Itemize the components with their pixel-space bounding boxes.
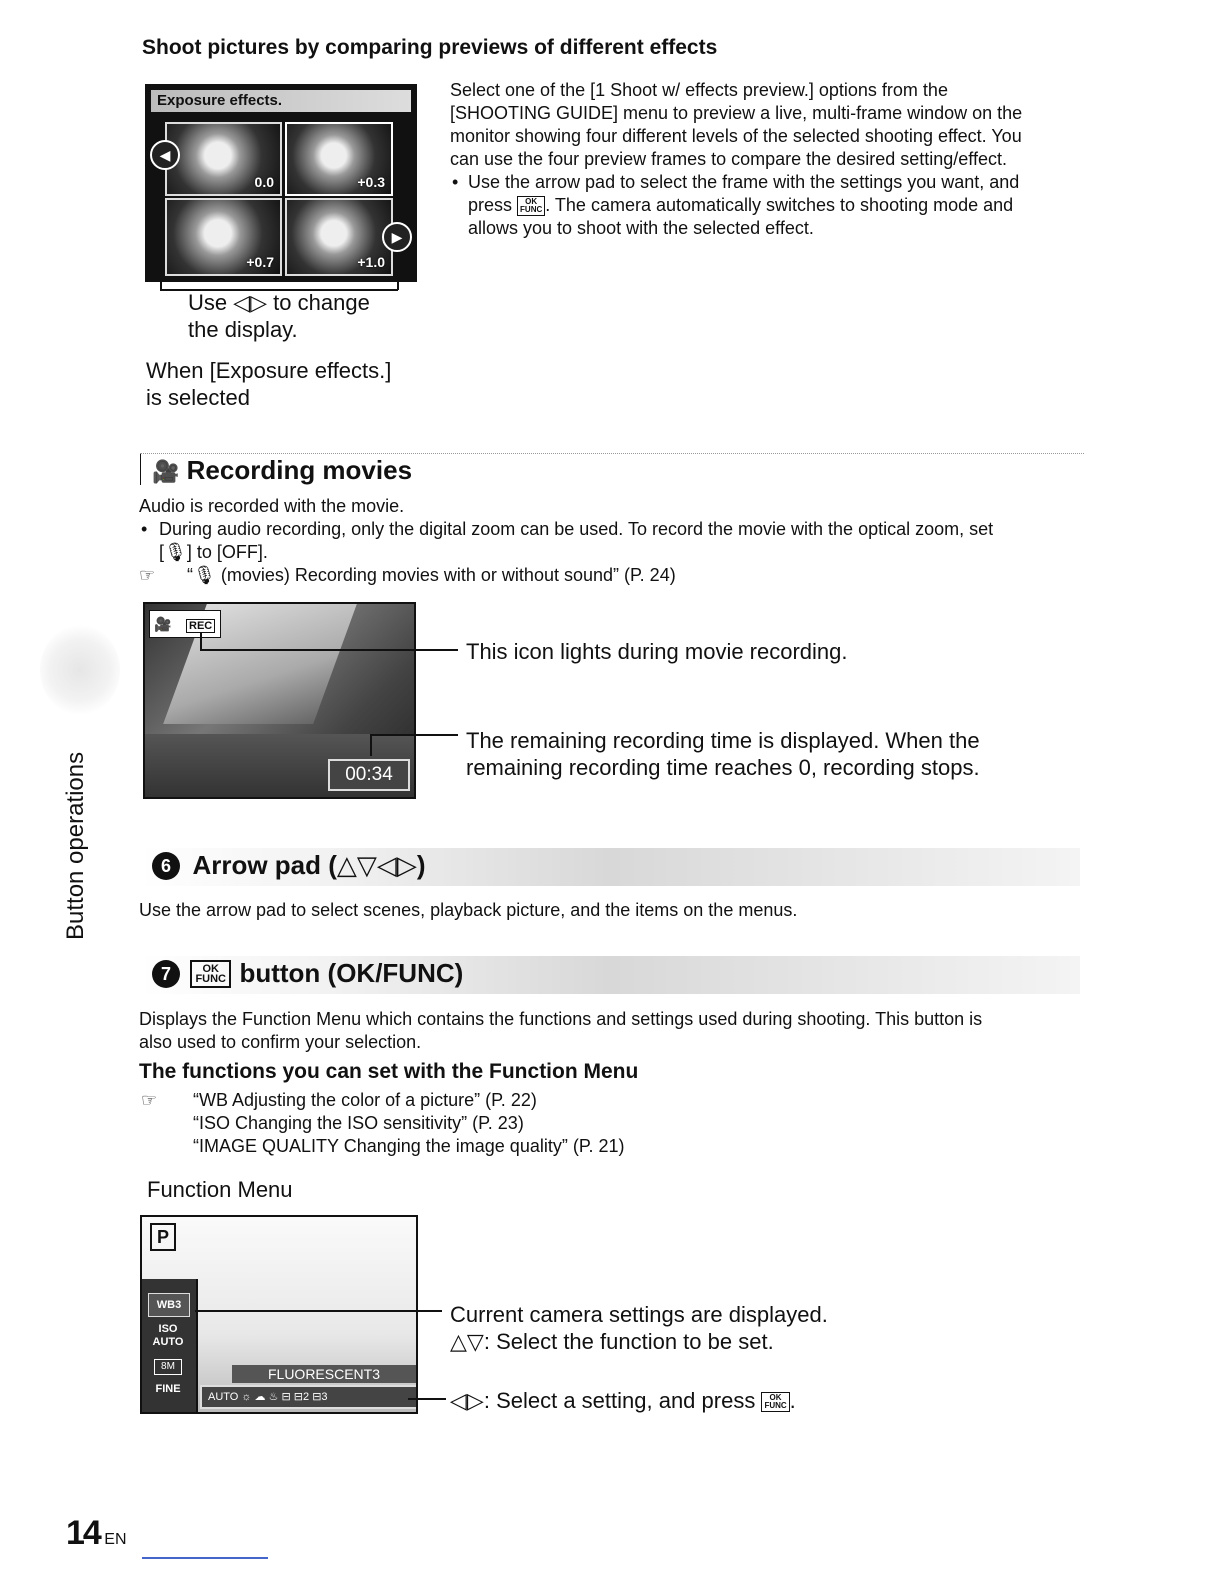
movies-bullet	[139, 518, 1089, 564]
bullet-line-2	[468, 194, 1090, 217]
function-size-icon[interactable]: 8M	[154, 1359, 182, 1375]
movie-screen	[143, 602, 416, 799]
ok-func-text	[139, 1008, 1089, 1054]
number-6-icon: 6	[152, 852, 180, 880]
movies-ref-text[interactable]: “🎙 (movies) Recording movies with or without sound” (P. 24)	[187, 565, 676, 585]
ok-label: OK	[525, 197, 538, 207]
callout-line-2-vertical	[370, 734, 372, 756]
settings-callout	[450, 1301, 828, 1355]
para-line-3: monitor showing four different levels of the selected shooting effect. You	[450, 126, 1022, 146]
callout-line-2	[370, 734, 458, 736]
ok-func-icon	[761, 1392, 789, 1412]
reference-icon: ☞	[139, 565, 156, 585]
ref-iso[interactable]: “ISO Changing the ISO sensitivity” (P. 23)	[193, 1113, 524, 1133]
screen-title-bar	[151, 90, 411, 112]
func-label: FUNC	[520, 205, 543, 215]
movies-bullet-line-2: [🎙] to [OFF].	[159, 542, 268, 562]
callout-line-1	[200, 649, 458, 651]
preview-frame-1[interactable]	[165, 122, 282, 196]
movies-ref	[139, 564, 1089, 587]
ref-image-quality[interactable]: “IMAGE QUALITY Changing the image quality” (P. 21)	[193, 1136, 625, 1156]
settings-callout-line-1: Current camera settings are displayed.	[450, 1302, 828, 1327]
callout-line-1-vertical	[200, 632, 202, 650]
bullet-dot: •	[452, 172, 459, 192]
footer-rule	[142, 1557, 268, 1559]
number-7-icon: 7	[152, 960, 180, 988]
fm-callout-line-1	[195, 1310, 442, 1312]
function-menu-subheading: The functions you can set with the Function Menu	[139, 1060, 639, 1083]
ok-func-icon	[517, 196, 545, 216]
change-display-caption	[188, 289, 370, 343]
movies-text	[139, 495, 1089, 587]
para-line-1: Select one of the [1 Shoot w/ effects preview.] options from the	[450, 80, 948, 100]
ok-func-heading-icon	[190, 960, 231, 988]
frame-value-1: 0.0	[254, 174, 274, 190]
func-label: FUNC	[195, 972, 227, 985]
rec-indicator: REC	[186, 619, 215, 633]
frame-value-2: +0.3	[357, 174, 385, 190]
wb-setting-label: FLUORESCENT3	[232, 1365, 416, 1383]
bullet-dot: •	[141, 519, 148, 539]
preview-frame-4[interactable]	[285, 198, 393, 276]
movies-heading: Recording movies	[186, 455, 413, 485]
screen-title: Exposure effects.	[157, 92, 283, 109]
caption-line-1: Use ◁▷ to change	[188, 290, 370, 315]
ref-wb[interactable]: “WB Adjusting the color of a picture” (P. 22)	[193, 1090, 537, 1110]
select-setting-callout	[450, 1387, 796, 1414]
callout2-line-2: remaining recording time reaches 0, recording stops.	[466, 755, 980, 780]
effects-description	[450, 79, 1090, 240]
wb-options-strip[interactable]: AUTO ☼ ☁ ♨ ⊟ ⊟2 ⊟3	[200, 1385, 418, 1409]
arrow-pad-heading: Arrow pad (△▽◁▷)	[192, 850, 426, 880]
select-setting-end: .	[789, 1388, 796, 1413]
callout2-line-1: The remaining recording time is displayed. When the	[466, 728, 980, 753]
function-quality-icon[interactable]: FINE	[155, 1383, 181, 1395]
effects-preview-screen	[145, 84, 417, 282]
bullet-press: press	[468, 195, 518, 215]
para-line-4: can use the four preview frames to compare the desired setting/effect.	[450, 149, 1007, 169]
movies-rule-top	[140, 453, 1084, 454]
bracket-right	[397, 262, 399, 290]
caption-line-2: the display.	[188, 317, 298, 342]
bullet-after: . The camera automatically switches to shooting mode and	[545, 195, 1014, 215]
function-menu-label: Function Menu	[147, 1177, 293, 1202]
when-line-2: is selected	[146, 385, 250, 410]
page-number: 14	[66, 1514, 100, 1552]
preview-frame-2[interactable]	[285, 122, 393, 196]
side-tab-label: Button operations	[62, 751, 89, 940]
side-tab-marker	[40, 625, 120, 715]
ok-func-heading-row	[152, 958, 463, 989]
function-refs	[139, 1089, 625, 1158]
mode-p-icon: P	[150, 1223, 176, 1251]
ok-func-heading: button (OK/FUNC)	[239, 958, 464, 988]
frame-value-3: +0.7	[246, 254, 274, 270]
movie-rec-icon	[149, 610, 221, 638]
fm-callout-line-2	[408, 1398, 446, 1400]
ok-label: OK	[769, 1393, 782, 1403]
nav-left-icon[interactable]: ◀	[150, 140, 180, 170]
preview-frame-3[interactable]	[165, 198, 282, 276]
frame-value-4: +1.0	[357, 254, 385, 270]
ok-label: OK	[202, 962, 219, 975]
settings-callout-line-2: △▽: Select the function to be set.	[450, 1329, 774, 1354]
movies-intro: Audio is recorded with the movie.	[139, 496, 405, 516]
func-label: FUNC	[764, 1401, 787, 1411]
bullet-line-3: allows you to shoot with the selected effect.	[468, 218, 814, 238]
reference-icon: ☞	[141, 1090, 158, 1110]
page-lang: EN	[104, 1531, 127, 1548]
effects-bullet	[450, 171, 1090, 240]
page-footer	[66, 1514, 127, 1553]
movie-mode-icon: 🎥	[154, 616, 172, 632]
function-iso-icon[interactable]: ISO AUTO	[152, 1323, 184, 1348]
arrow-pad-text: Use the arrow pad to select scenes, playback picture, and the items on the menus.	[139, 900, 798, 920]
para-line-2: [SHOOTING GUIDE] menu to preview a live, multi-frame window on the	[450, 103, 1023, 123]
rec-icon-callout: This icon lights during movie recording.	[466, 639, 848, 664]
movies-rule-left	[140, 453, 141, 485]
remaining-time-callout	[466, 727, 980, 781]
ok-text-line-2: also used to confirm your selection.	[139, 1032, 422, 1052]
arrow-pad-heading-row	[152, 850, 426, 881]
when-line-1: When [Exposure effects.]	[146, 358, 392, 383]
function-menu-screen	[140, 1215, 418, 1414]
effects-heading: Shoot pictures by comparing previews of different effects	[142, 36, 718, 59]
movies-heading-row	[152, 455, 412, 486]
nav-right-icon[interactable]: ▶	[382, 222, 412, 252]
when-selected-caption	[146, 357, 391, 411]
remaining-time: 00:34	[328, 759, 410, 791]
movies-bullet-line-1: During audio recording, only the digital zoom can be used. To record the movie with the optical zoom, set	[159, 519, 994, 539]
movie-icon: 🎥	[152, 459, 180, 484]
ok-text-line-1: Displays the Function Menu which contains the functions and settings used during shooting. This button is	[139, 1009, 983, 1029]
function-sidebar	[142, 1279, 198, 1412]
bullet-line-1: Use the arrow pad to select the frame with the settings you want, and	[468, 172, 1020, 192]
select-setting-text: ◁▷: Select a setting, and press	[450, 1388, 762, 1413]
function-wb-icon[interactable]: WB3	[148, 1293, 190, 1317]
